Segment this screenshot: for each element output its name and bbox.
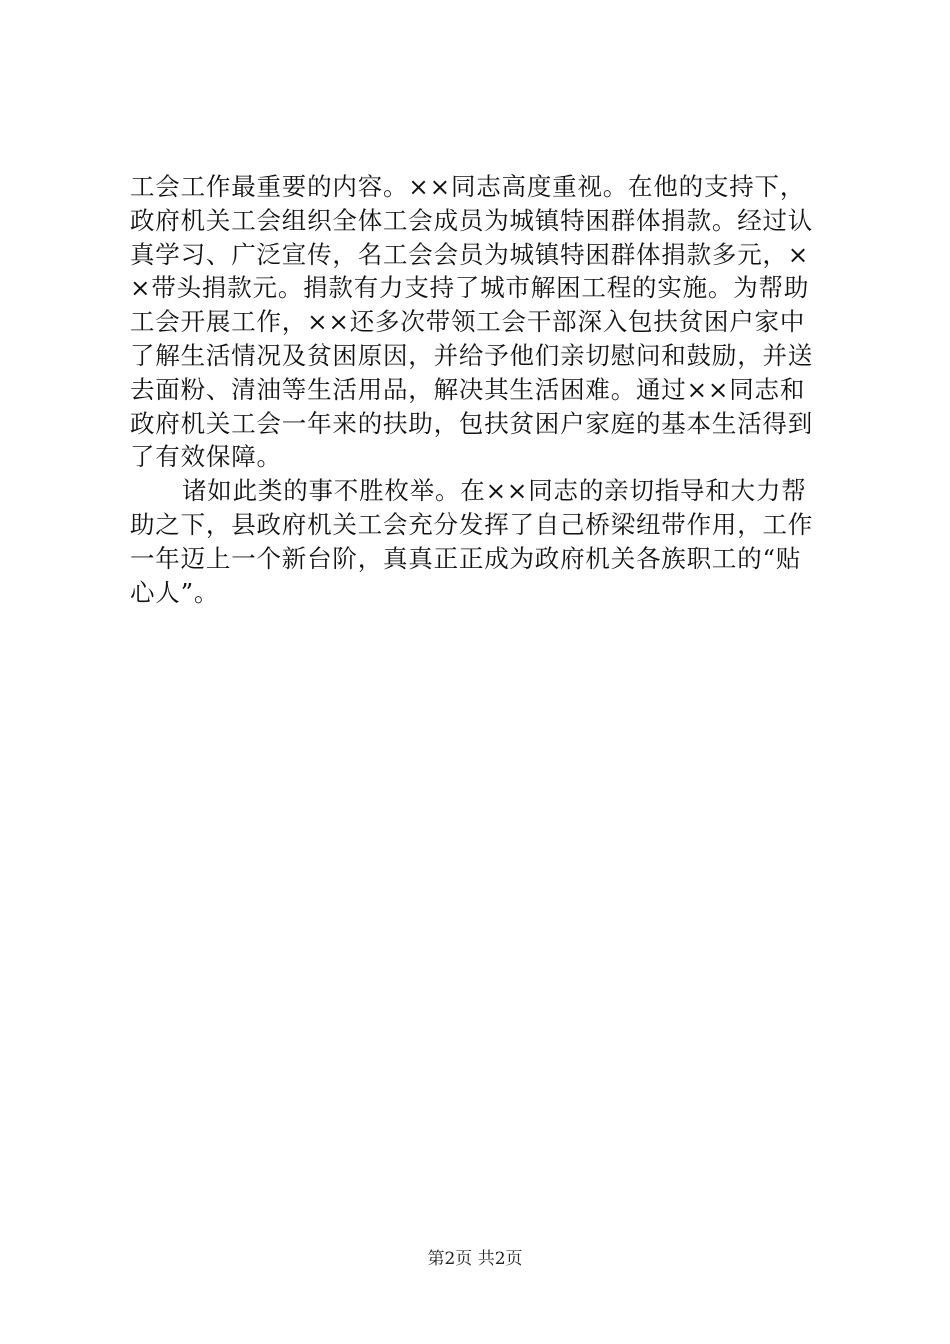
text-line: 心人”。 xyxy=(130,577,220,607)
text-line: 政府机关工会一年来的扶助，包扶贫困户家庭的基本生活得到 xyxy=(130,408,814,438)
paragraph-2 xyxy=(130,474,830,609)
text-line: 助之下，县政府机关工会充分发挥了自己桥梁纽带作用，工作 xyxy=(130,509,814,539)
text-line: 工会开展工作，××还多次带领工会干部深入包扶贫困户家中 xyxy=(130,307,806,337)
text-line: 政府机关工会组织全体工会成员为城镇特困群体捐款。经过认 xyxy=(130,205,814,235)
text-line: 工会工作最重要的内容。××同志高度重视。在他的支持下， xyxy=(130,172,806,201)
text-line: ×带头捐款元。捐款有力支持了城市解困工程的实施。为帮助 xyxy=(130,273,810,303)
text-line: 去面粉、清油等生活用品，解决其生活困难。通过××同志和 xyxy=(130,374,806,404)
text-line: 真学习、广泛宣传，名工会会员为城镇特困群体捐款多元，× xyxy=(130,239,810,269)
paragraph-1 xyxy=(130,170,830,474)
text-line: 了解生活情况及贫困原因，并给予他们亲切慰问和鼓励，并送 xyxy=(130,340,814,370)
text-line: 了有效保障。 xyxy=(130,442,282,472)
document-body xyxy=(130,170,830,609)
text-line: 诸如此类的事不胜枚举。在××同志的亲切指导和大力帮 xyxy=(182,476,807,506)
page-number-footer: 第2页 共2页 xyxy=(427,1249,523,1269)
text-line: 一年迈上一个新台阶，真真正正成为政府机关各族职工的“贴 xyxy=(130,543,802,573)
